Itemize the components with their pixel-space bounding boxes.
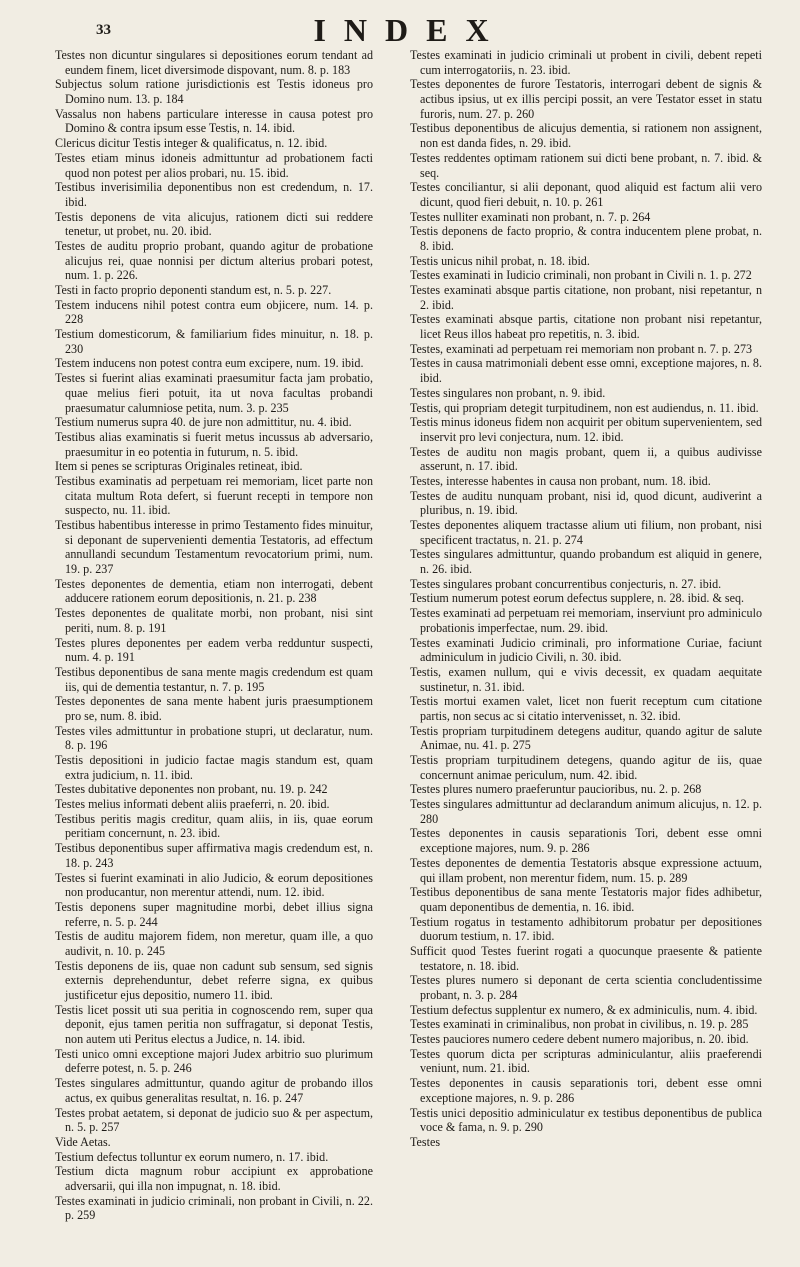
index-entry: Testes si fuerint alias examinati praesumitur facta jam probatio, quae melius fieri potuit, ita ut nova facultas probandi praesumatur calumniose petita, num. 3. p. 235	[55, 371, 373, 415]
index-entry: Testis deponens de iis, quae non cadunt sub sensum, sed signis externis deprehenduntur, debet referre signa, ex quibus justificetur ejus depositio, numero 11. ibid.	[55, 958, 373, 1002]
page-header	[0, 10, 800, 50]
index-entry: Testium numerus supra 40. de jure non admittitur, nu. 4. ibid.	[55, 415, 352, 430]
index-entry: Testes	[410, 1134, 441, 1149]
index-entry: Testes examinati Judicio criminali, pro informatione Curiae, faciunt adminiculum in judicio Civili, n. 30. ibid.	[410, 635, 762, 665]
index-entry: Testes pauciores numero cedere debent numero majoribus, n. 20. ibid.	[410, 1032, 749, 1047]
left-index-column	[55, 48, 373, 1223]
index-entry: Testes in causa matrimoniali debent esse omni, exceptione majores, n. 8. ibid.	[410, 356, 762, 386]
index-entry: Testi unico omni exceptione majori Judex arbitrio suo plurimum deferre potest, n. 5. p. 246	[55, 1046, 373, 1076]
index-entry: Testium rogatus in testamento adhibitorum probatur per depositiones duorum testium, n. 17. ibid.	[410, 914, 762, 944]
index-entry: Testis de auditu majorem fidem, non meretur, quam ille, a quo audivit, n. 10. p. 245	[55, 929, 373, 958]
index-entry: Testes plures numero praeferuntur paucioribus, nu. 2. p. 268	[410, 782, 702, 797]
index-entry: Clericus dicitur Testis integer & qualificatus, n. 12. ibid.	[55, 136, 328, 151]
index-entry: Testes etiam minus idoneis admittuntur ad probationem facti quod non potest per alios probari, nu. 15. ibid.	[55, 150, 373, 180]
index-entry: Testis deponens de vita alicujus, rationem dicti sui reddere tenetur, ut probet, nu. 20. ibid.	[55, 209, 373, 239]
index-entry: Testes conciliantur, si alii deponant, quod aliquid est factum alii vero dicunt, quod fieri debuit, n. 10. p. 261	[410, 180, 762, 209]
running-title: INDEX	[313, 12, 507, 48]
index-entry: Testis propriam turpitudinem detegens auditur, quando agitur de salute Animae, nu. 41. p. 275	[410, 723, 762, 753]
index-entry: Testium domesticorum, & familiarium fides minuitur, n. 18. p. 230	[55, 327, 373, 356]
index-entry: Testis mortui examen valet, licet non fuerit receptum cum citatione partis, non secus ac si citatio intervenisset, n. 32. ibid.	[410, 694, 762, 723]
index-entry: Testium defectus supplentur ex numero, & ex adminiculis, num. 4. ibid.	[410, 1002, 758, 1017]
index-entry: Testes melius informati debent aliis praeferri, n. 20. ibid.	[55, 797, 330, 812]
index-entry: Testis licet possit uti sua peritia in cognoscendo rem, super qua deponit, ejus tamen peritia non suffragatur, si deponat Testis, non autem uti Peritus electus a Judice, n. 14. ibid.	[55, 1002, 373, 1047]
index-entry: Testis minus idoneus fidem non acquirit per obitum supervenientem, sed inservit pro levi conjectura, num. 12. ibid.	[410, 415, 762, 444]
index-entry: Testes viles admittuntur in probatione stupri, ut declaratur, num. 8. p. 196	[55, 723, 373, 753]
index-entry: Subjectus solum ratione jurisdictionis est Testis idoneus pro Domino num. 13. p. 184	[55, 77, 373, 107]
index-entry: Testes deponentes aliquem tractasse alium uti filium, non probant, nisi specificent tractatus, n. 21. p. 274	[410, 518, 762, 547]
index-entry: Testibus deponentibus de sana mente Testatoris major fides adhibetur, quam deponentibus de dementia, n. 16. ibid.	[410, 885, 762, 914]
index-entry: Testes plures numero si deponant de certa scientia concludentissime probant, n. 3. p. 284	[410, 973, 762, 1002]
index-entry: Testes examinati in Iudicio criminali, non probant in Civili n. 1. p. 272	[410, 268, 752, 283]
index-entry: Testes singulares admittuntur, quando agitur de probando illos actus, ex quibus generalitas resultat, n. 16. p. 247	[55, 1076, 373, 1105]
index-entry: Sufficit quod Testes fuerint rogati a quocunque praesente & patiente testatore, n. 18. ibid.	[410, 943, 762, 973]
index-entry: Testis unici depositio adminiculatur ex testibus deponentibus de publica voce & fama, n. 9. p. 290	[410, 1105, 762, 1135]
index-entry: Testes singulares probant concurrentibus conjecturis, n. 27. ibid.	[410, 576, 722, 591]
index-entry: Testes deponentes in causis separationis tori, debent esse omni exceptione majores, n. 9. p. 286	[410, 1076, 762, 1105]
index-entry: Testem inducens nihil potest contra eum objicere, num. 14. p. 228	[55, 297, 373, 327]
index-entry: Testes examinati in judicio criminali, non probant in Civili, n. 22. p. 259	[55, 1193, 373, 1223]
page-number: 33	[96, 22, 111, 38]
index-entry: Testes deponentes in causis separationis Tori, debent esse omni exceptione majores, num. 9. p. 286	[410, 826, 762, 856]
index-entry: Testibus examinatis ad perpetuam rei memoriam, licet parte non citata multum Rota defert, si fuerunt recepti in tempore non suspecto, nu. 11. ibid.	[55, 473, 373, 518]
index-entry: Testes examinati absque partis citatione, non probant, nisi repetantur, n 2. ibid.	[410, 283, 762, 312]
index-entry: Testes, interesse habentes in causa non probant, num. 18. ibid.	[410, 473, 711, 488]
index-entry: Testes examinati absque partis, citatione non probant nisi repetantur, licet Reus illos habeat pro repetitis, n. 3. ibid.	[410, 312, 762, 342]
right-index-column	[410, 48, 762, 1150]
index-entry: Testes examinati ad perpetuam rei memoriam, inserviunt pro adminiculo probationis imperfectae, num. 29. ibid.	[410, 606, 762, 635]
index-entry: Testes plures deponentes per eadem verba redduntur suspecti, num. 4. p. 191	[55, 635, 373, 665]
index-entry: Testem inducens non potest contra eum excipere, num. 19. ibid.	[55, 356, 364, 371]
index-entry: Testis deponens super magnitudine morbi, debet illius signa referre, n. 5. p. 244	[55, 899, 373, 929]
index-entry: Testi in facto proprio deponenti standum est, n. 5. p. 227.	[55, 283, 332, 297]
index-entry: Testes deponentes de dementia, etiam non interrogati, debent adducere rationem eorum depositionis, n. 21. p. 238	[55, 576, 373, 606]
index-entry: Testis, qui propriam detegit turpitudinem, non est audiendus, n. 11. ibid.	[410, 400, 759, 415]
index-entry: Testes reddentes optimam rationem sui dicti bene probant, n. 7. ibid. & seq.	[410, 150, 762, 180]
index-entry: Testibus alias examinatis si fuerit metus incussus ab adversario, praesumitur in eo potentia in futurum, n. 5. ibid.	[55, 429, 373, 459]
index-entry: Testibus deponentibus de sana mente magis credendum est quam iis, qui de dementia testantur, n. 7. p. 195	[55, 664, 373, 694]
index-entry: Testibus deponentibus super affirmativa magis credendum est, n. 18. p. 243	[55, 841, 373, 870]
index-entry: Testium numerum potest eorum defectus supplere, n. 28. ibid. & seq.	[410, 591, 745, 606]
index-entry: Testis depositioni in judicio factae magis standum est, quam extra judicium, n. 11. ibid.	[55, 753, 373, 782]
index-entry: Testis propriam turpitudinem detegens, quando agitur de iis, quae concernunt animae periculum, num. 42. ibid.	[410, 753, 762, 782]
index-entry: Testes de auditu nunquam probant, nisi id, quod dicunt, audiverint a pluribus, n. 19. ibid.	[410, 488, 762, 518]
index-entry: Testes de auditu proprio probant, quando agitur de probatione alicujus rei, quae nonnisi per dictum alterius probari potest, num. 1. p. 226.	[55, 238, 373, 283]
index-entry: Testis deponens de facto proprio, & contra inducentem plene probat, n. 8. ibid.	[410, 224, 762, 253]
index-entry: Testes quorum dicta per scripturas adminiculantur, aliis praeferendi veniunt, num. 21. ibid.	[410, 1046, 762, 1076]
index-entry: Testes deponentes de qualitate morbi, non probant, nisi sint periti, num. 8. p. 191	[55, 606, 373, 635]
index-entry: Testes singulares admittuntur, quando probandum est aliquid in genere, n. 26. ibid.	[410, 547, 762, 577]
index-entry: Testes si fuerint examinati in alio Judicio, & eorum depositiones non producantur, non merentur attendi, num. 12. ibid.	[55, 870, 373, 900]
index-entry: Testium dicta magnum robur accipiunt ex approbatione adversarii, qui illa non impugnat, n. 18. ibid.	[55, 1164, 373, 1193]
index-entry: Testes deponentes de furore Testatoris, interrogari debent de signis & actibus ipsius, ut ex illis percipi possit, an vere Testator esset in statu furoris, num. 27. p. 260	[410, 77, 762, 121]
index-entry: Testes examinati in criminalibus, non probat in civilibus, n. 19. p. 285	[410, 1017, 749, 1032]
index-entry: Testes deponentes de dementia Testatoris absque expressione actuum, qui illam probent, non merentur fidem, num. 15. p. 289	[410, 855, 762, 885]
index-entry: Vassalus non habens particulare interesse in causa potest pro Domino & contra ipsum esse Testis, n. 14. ibid.	[55, 106, 373, 136]
index-entry: Testes non dicuntur singulares si depositiones eorum tendant ad eundem finem, licet diversimode dispovant, num. 8. p. 183	[55, 48, 373, 77]
index-entry: Testes deponentes de sana mente habent juris praesumptionem pro se, num. 8. ibid.	[55, 694, 373, 723]
index-entry: Testes singulares admittuntur ad declarandum animum alicujus, n. 12. p. 280	[410, 797, 762, 826]
index-entry: Testis unicus nihil probat, n. 18. ibid.	[410, 253, 590, 268]
index-entry: Testes nulliter examinati non probant, n. 7. p. 264	[410, 209, 651, 224]
index-entry: Testis, examen nullum, qui e vivis decessit, ex quadam aequitate sustinetur, n. 31. ibid.	[410, 664, 762, 694]
index-entry: Testes de auditu non magis probant, quem ii, a quibus audivisse asserunt, n. 17. ibid.	[410, 444, 762, 474]
index-entry: Testes examinati in judicio criminali ut probent in civili, debent repeti cum interrogatoriis, n. 23. ibid.	[410, 48, 762, 77]
index-entry: Item si penes se scripturas Originales retineat, ibid.	[55, 459, 303, 474]
index-entry: Testibus peritis magis creditur, quam aliis, in iis, quae eorum peritiam concernunt, n. 23. ibid.	[55, 811, 373, 841]
index-entry: Testium defectus tolluntur ex eorum numero, n. 17. ibid.	[55, 1149, 329, 1164]
index-entry: Testes dubitative deponentes non probant, nu. 19. p. 242	[55, 782, 328, 797]
index-entry: Vide Aetas.	[55, 1134, 111, 1149]
index-entry: Testibus habentibus interesse in primo Testamento fides minuitur, si deponant de supervenienti dementia Testatoris, ad effectum annullandi secundum Testamentum revocatorium primi, num. 19. p. 237	[55, 518, 373, 577]
index-entry: Testes singulares non probant, n. 9. ibid.	[410, 385, 606, 400]
index-entry: Testibus deponentibus de alicujus dementia, si rationem non assignent, non est danda fides, n. 29. ibid.	[410, 121, 762, 151]
index-entry: Testes, examinati ad perpetuam rei memoriam non probant n. 7. p. 273	[410, 341, 753, 356]
index-entry: Testibus inverisimilia deponentibus non est credendum, n. 17. ibid.	[55, 180, 373, 209]
index-entry: Testes probat aetatem, si deponat de judicio suo & per aspectum, n. 5. p. 257	[55, 1105, 373, 1135]
